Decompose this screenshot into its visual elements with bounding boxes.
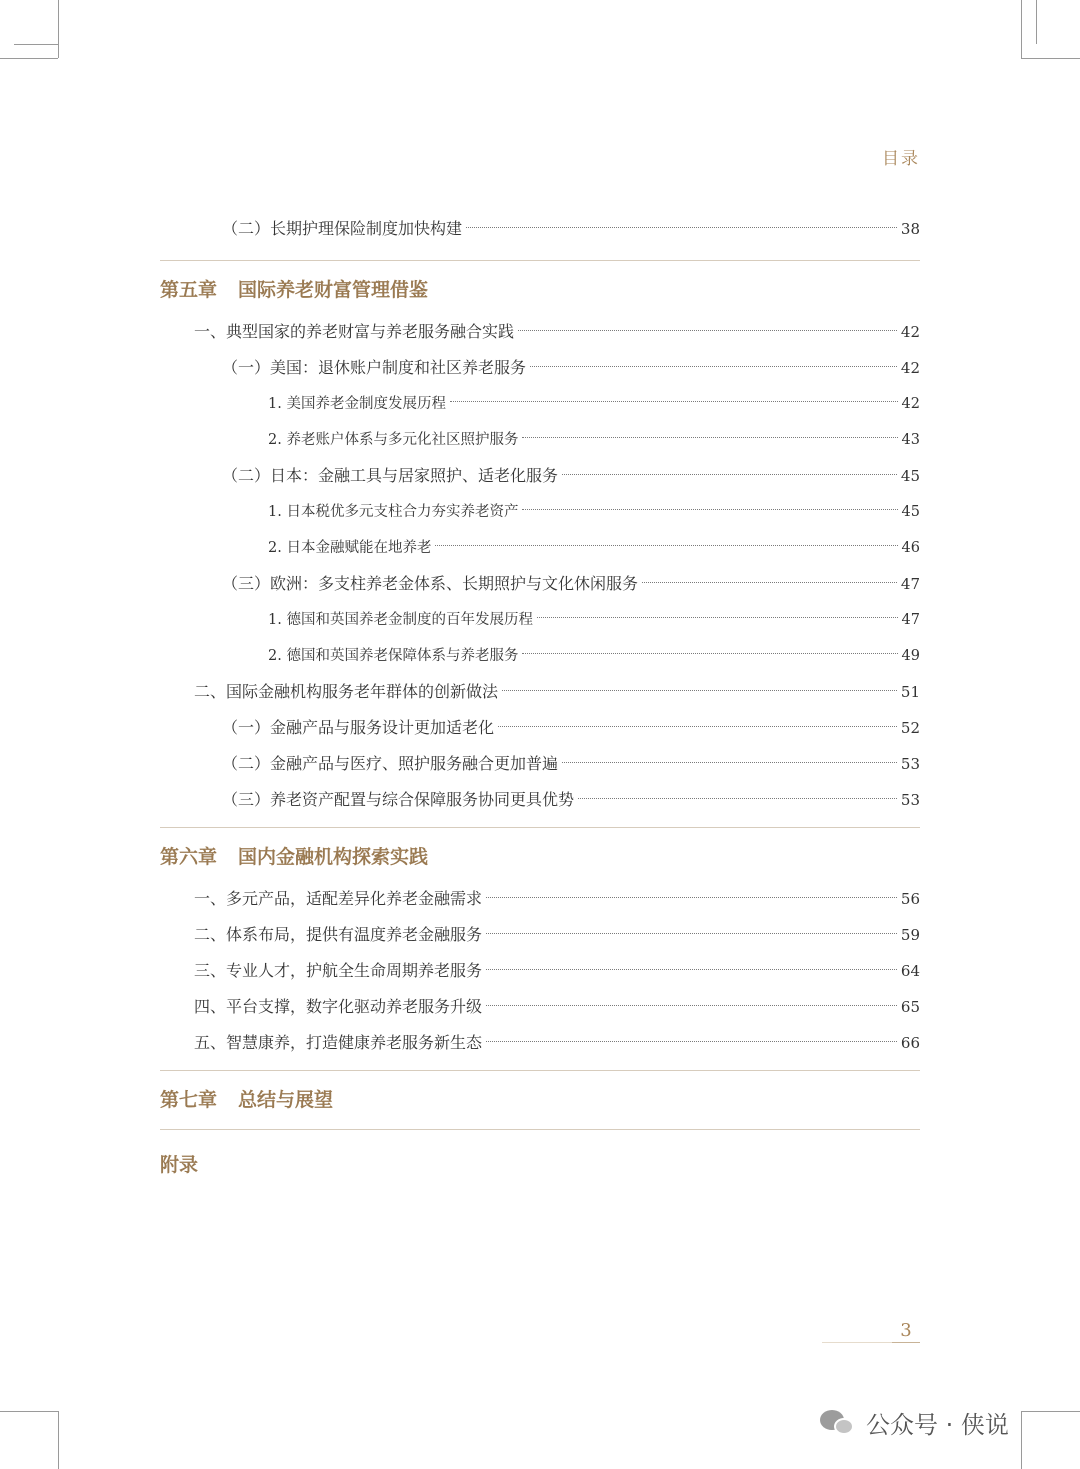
chapter-number: 第六章 [160, 845, 218, 868]
dot-leader [522, 437, 897, 438]
watermark [820, 1405, 1009, 1440]
toc-entry[interactable] [160, 749, 920, 785]
toc-entry-label: 三、专业人才，护航全生命周期养老服务 [194, 961, 483, 980]
toc-entry[interactable] [160, 641, 920, 677]
crop-mark [58, 0, 59, 58]
crop-mark [1021, 1411, 1080, 1412]
dot-leader [486, 969, 897, 970]
dot-leader [486, 1005, 897, 1006]
chapter-6-entries [160, 884, 920, 1064]
crop-mark [0, 1411, 58, 1412]
dot-leader [522, 509, 897, 510]
toc-entry-label: 2. 德国和英国养老保障体系与养老服务 [268, 648, 519, 664]
toc-entry-label: （二）日本：金融工具与居家照护、适老化服务 [222, 466, 559, 485]
toc-entry[interactable] [160, 1028, 920, 1064]
toc-entry[interactable] [160, 956, 920, 992]
toc-entry[interactable] [160, 353, 920, 389]
table-of-contents [160, 214, 920, 1196]
toc-entry-page: 59 [900, 926, 920, 944]
toc-entry[interactable] [160, 461, 920, 497]
toc-entry[interactable] [160, 884, 920, 920]
dot-leader [486, 933, 897, 934]
dot-leader [435, 545, 897, 546]
toc-entry-label: （二）金融产品与医疗、照护服务融合更加普遍 [222, 754, 559, 773]
crop-mark [1021, 0, 1022, 58]
toc-entry-label: 1. 日本税优多元支柱合力夯实养老资产 [268, 504, 519, 520]
chapter-heading-5[interactable] [160, 261, 920, 315]
wechat-icon [820, 1408, 856, 1438]
toc-entry-page: 65 [900, 998, 920, 1016]
toc-entry-label: （二）长期护理保险制度加快构建 [222, 219, 463, 238]
dot-leader [562, 474, 897, 475]
toc-entry-page: 45 [901, 504, 920, 520]
toc-entry-page: 66 [900, 1034, 920, 1052]
toc-entry-page: 64 [900, 962, 920, 980]
dot-leader [486, 1041, 897, 1042]
running-header: 目录 [882, 149, 920, 169]
toc-entry-page: 43 [901, 432, 920, 448]
toc-entry-page: 42 [900, 323, 920, 341]
toc-entry[interactable] [160, 214, 920, 250]
toc-entry-page: 42 [900, 359, 920, 377]
toc-entry-label: 2. 养老账户体系与多元化社区照护服务 [268, 432, 519, 448]
toc-entry-label: 2. 日本金融赋能在地养老 [268, 540, 432, 556]
toc-entry[interactable] [160, 389, 920, 425]
toc-entry-label: （一）美国：退休账户制度和社区养老服务 [222, 358, 527, 377]
dot-leader [518, 330, 897, 331]
toc-entry-page: 53 [900, 755, 920, 773]
dot-leader [537, 617, 898, 618]
toc-entry[interactable] [160, 677, 920, 713]
watermark-text: 公众号 · 侠说 [866, 1411, 1009, 1439]
appendix-title: 附录 [160, 1153, 199, 1176]
dot-leader [502, 690, 897, 691]
crop-mark [1021, 58, 1080, 59]
toc-entry[interactable] [160, 317, 920, 353]
toc-entry[interactable] [160, 569, 920, 605]
chapter-number: 第七章 [160, 1088, 218, 1111]
page-number: 3 [892, 1320, 920, 1343]
chapter-title: 总结与展望 [238, 1088, 334, 1111]
toc-entry[interactable] [160, 920, 920, 956]
toc-entry-page: 47 [900, 575, 920, 593]
crop-mark [1021, 1411, 1022, 1469]
toc-entry-page: 47 [901, 612, 920, 628]
dot-leader [466, 227, 897, 228]
dot-leader [578, 798, 897, 799]
toc-entry[interactable] [160, 497, 920, 533]
chapter-title: 国内金融机构探索实践 [238, 845, 429, 868]
crop-mark [58, 1411, 59, 1469]
chapter-heading-7[interactable] [160, 1071, 920, 1125]
dot-leader [486, 897, 897, 898]
toc-entry-label: 一、多元产品，适配差异化养老金融需求 [194, 889, 483, 908]
toc-entry-label: 1. 美国养老金制度发展历程 [268, 396, 446, 412]
toc-entry-label: 1. 德国和英国养老金制度的百年发展历程 [268, 612, 533, 628]
toc-entry-label: 二、体系布局，提供有温度养老金融服务 [194, 925, 483, 944]
toc-entry[interactable] [160, 425, 920, 461]
toc-entry-page: 51 [900, 683, 920, 701]
toc-entry-label: 二、国际金融机构服务老年群体的创新做法 [194, 682, 499, 701]
toc-entry-page: 49 [901, 648, 920, 664]
toc-entry[interactable] [160, 605, 920, 641]
chapter-number: 第五章 [160, 278, 218, 301]
crop-mark [1036, 0, 1037, 44]
toc-entry-page: 52 [900, 719, 920, 737]
toc-entry[interactable] [160, 533, 920, 569]
toc-entry-label: （一）金融产品与服务设计更加适老化 [222, 718, 495, 737]
toc-entry-page: 53 [900, 791, 920, 809]
dot-leader [498, 726, 897, 727]
toc-entry-label: 一、典型国家的养老财富与养老服务融合实践 [194, 322, 515, 341]
crop-mark [14, 44, 58, 45]
toc-entry[interactable] [160, 785, 920, 821]
toc-entry-label: 四、平台支撑，数字化驱动养老服务升级 [194, 997, 483, 1016]
appendix-heading[interactable] [160, 1130, 920, 1196]
chapter-5-entries [160, 317, 920, 821]
toc-entry-page: 42 [901, 396, 920, 412]
dot-leader [530, 366, 897, 367]
toc-entry-page: 45 [900, 467, 920, 485]
dot-leader [522, 653, 897, 654]
toc-entry-page: 38 [900, 220, 920, 238]
toc-entry-label: 五、智慧康养，打造健康养老服务新生态 [194, 1033, 483, 1052]
toc-entry[interactable] [160, 992, 920, 1028]
dot-leader [450, 401, 898, 402]
toc-entry-page: 46 [901, 540, 920, 556]
crop-mark [0, 58, 58, 59]
chapter-heading-6[interactable] [160, 828, 920, 882]
toc-entry[interactable] [160, 713, 920, 749]
chapter-title: 国际养老财富管理借鉴 [238, 278, 429, 301]
toc-entry-page: 56 [900, 890, 920, 908]
toc-entry-label: （三）养老资产配置与综合保障服务协同更具优势 [222, 790, 575, 809]
dot-leader [642, 582, 897, 583]
toc-entry-label: （三）欧洲：多支柱养老金体系、长期照护与文化休闲服务 [222, 574, 639, 593]
dot-leader [562, 762, 897, 763]
footer-rule [822, 1342, 892, 1343]
